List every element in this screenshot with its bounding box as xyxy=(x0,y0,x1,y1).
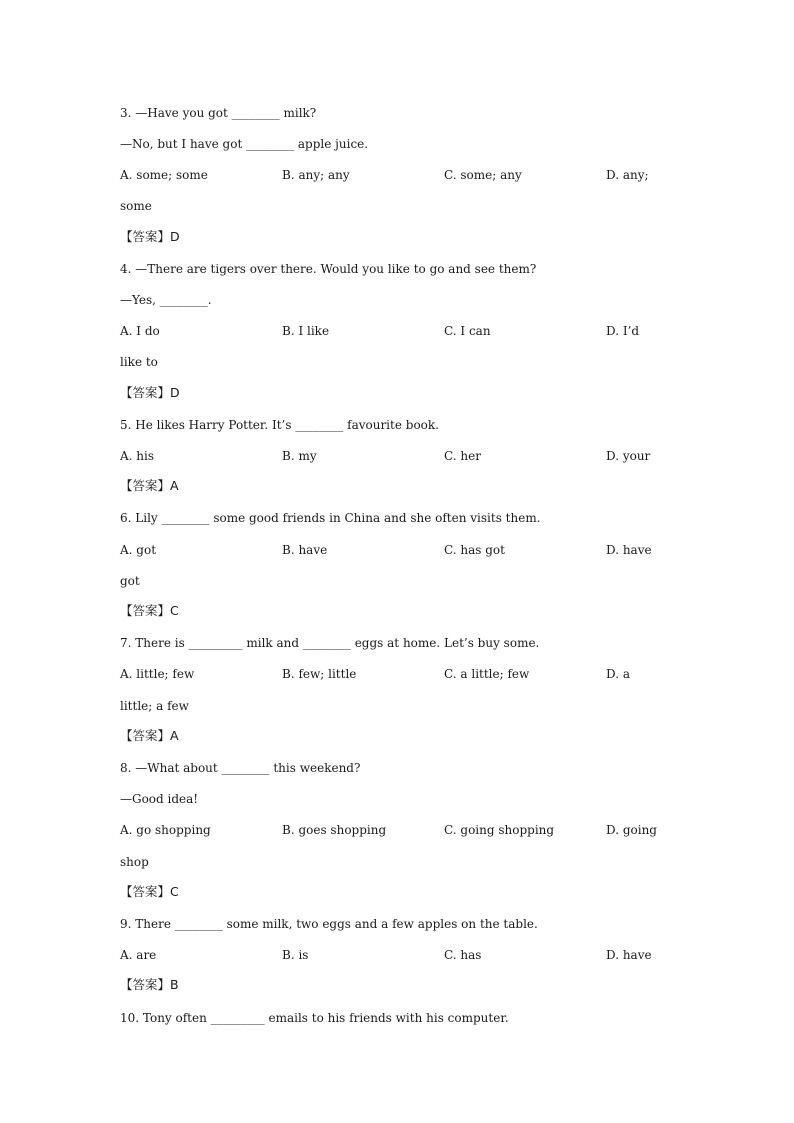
question-5-option-c: C. her xyxy=(444,449,481,463)
question-8-option-d: D. going xyxy=(606,823,657,837)
question-7-stem-line-1: 7. There is _________ milk and ________ eggs at home. Let’s buy some. xyxy=(120,636,540,650)
question-7-option-b: B. few; little xyxy=(282,667,357,681)
question-4-answer: 【答案】D xyxy=(120,385,180,400)
question-8-stem-line-1: 8. —What about ________ this weekend? xyxy=(120,761,361,775)
question-8-option-wrap: shop xyxy=(120,855,149,869)
question-6-option-b: B. have xyxy=(282,543,328,557)
question-8-answer: 【答案】C xyxy=(120,884,179,899)
question-8-option-a: A. go shopping xyxy=(120,823,211,837)
question-6-option-a: A. got xyxy=(120,543,157,557)
question-7-answer: 【答案】A xyxy=(120,728,179,743)
question-3-stem-line-1: 3. —Have you got ________ milk? xyxy=(120,106,317,120)
question-3-stem-line-2: —No, but I have got ________ apple juice. xyxy=(120,137,369,151)
question-4-option-b: B. I like xyxy=(282,324,330,338)
question-5-stem-line-1: 5. He likes Harry Potter. It’s ________ favourite book. xyxy=(120,418,439,432)
question-4-stem-line-2: —Yes, ________. xyxy=(120,293,212,307)
question-10-stem-line-1: 10. Tony often _________ emails to his friends with his computer. xyxy=(120,1011,509,1025)
question-4-stem-line-1: 4. —There are tigers over there. Would you like to go and see them? xyxy=(120,262,537,276)
question-6-option-wrap: got xyxy=(120,574,140,588)
question-4-option-d: D. I’d xyxy=(606,324,640,338)
question-6-option-d: D. have xyxy=(606,543,652,557)
question-3-answer: 【答案】D xyxy=(120,229,180,244)
question-8-option-b: B. goes shopping xyxy=(282,823,387,837)
question-5-answer: 【答案】A xyxy=(120,478,179,493)
question-6-stem-line-1: 6. Lily ________ some good friends in China and she often visits them. xyxy=(120,511,541,525)
question-7-option-c: C. a little; few xyxy=(444,667,530,681)
question-5-option-b: B. my xyxy=(282,449,317,463)
question-3-option-c: C. some; any xyxy=(444,168,522,182)
question-3-option-d: D. any; xyxy=(606,168,649,182)
question-9-option-b: B. is xyxy=(282,948,309,962)
question-9-option-a: A. are xyxy=(120,948,157,962)
question-5-option-a: A. his xyxy=(120,449,155,463)
question-5-option-d: D. your xyxy=(606,449,651,463)
question-4-option-wrap: like to xyxy=(120,355,158,369)
question-8-option-c: C. going shopping xyxy=(444,823,555,837)
question-9-option-c: C. has xyxy=(444,948,482,962)
question-3-option-wrap: some xyxy=(120,199,152,213)
question-7-option-wrap: little; a few xyxy=(120,699,189,713)
question-6-answer: 【答案】C xyxy=(120,603,179,618)
question-9-option-d: D. have xyxy=(606,948,652,962)
question-3-option-b: B. any; any xyxy=(282,168,350,182)
question-6-option-c: C. has got xyxy=(444,543,505,557)
question-7-option-d: D. a xyxy=(606,667,630,681)
question-9-answer: 【答案】B xyxy=(120,977,179,992)
question-4-option-a: A. I do xyxy=(120,324,160,338)
question-3-option-a: A. some; some xyxy=(120,168,208,182)
question-7-option-a: A. little; few xyxy=(120,667,195,681)
question-8-stem-line-2: —Good idea! xyxy=(120,792,199,806)
question-4-option-c: C. I can xyxy=(444,324,491,338)
question-9-stem-line-1: 9. There ________ some milk, two eggs and a few apples on the table. xyxy=(120,917,538,931)
